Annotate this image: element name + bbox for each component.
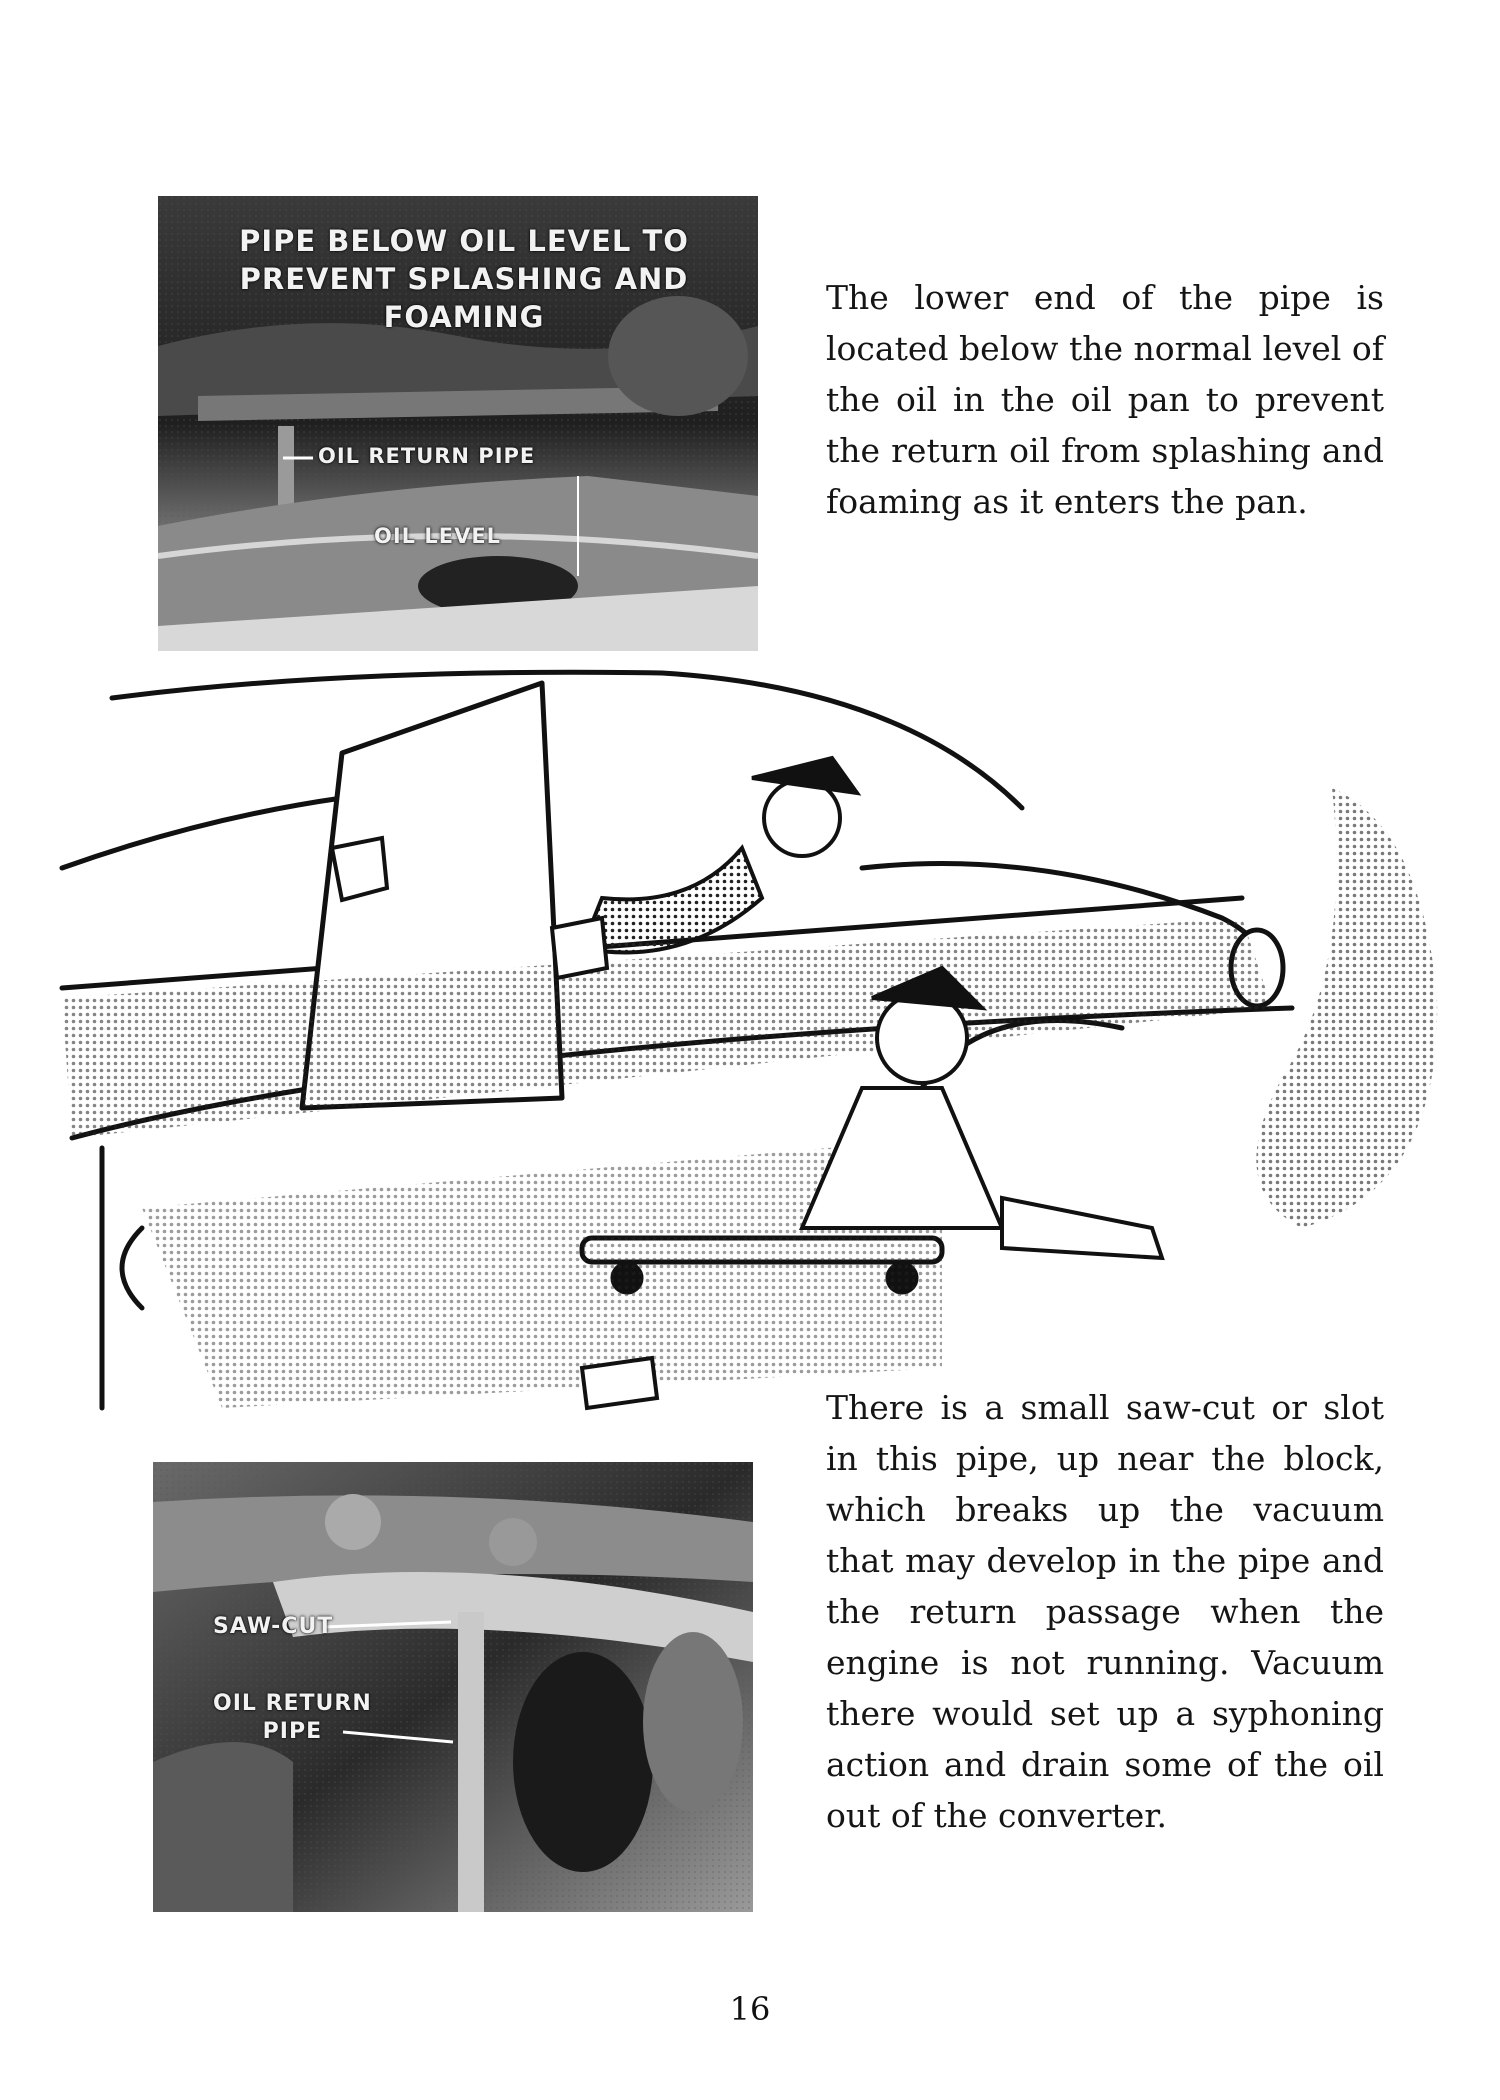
cartoon-mechanics-under-car (42, 668, 1462, 1428)
paragraph-saw-cut: There is a small saw-cut or slot in this pipe, up near the block, which breaks up the vacuum that may develop in the pipe and the return passage when the engine is not running. Vacuum there would set up a syphoning action and drain some of the oil out of the converter. (826, 1388, 1384, 1835)
photo-oil-return-pipe-below-oil-level (158, 196, 758, 651)
oil-level-label: OIL LEVEL (374, 524, 502, 548)
saw-cut-label: SAW-CUT (213, 1614, 334, 1639)
photo-artwork (153, 1462, 753, 1912)
oil-return-pipe-label: OIL RETURN PIPE (318, 444, 536, 468)
page-number: 16 (729, 1990, 771, 2028)
photo-saw-cut-in-return-pipe (153, 1462, 753, 1912)
paragraph-pipe-location: The lower end of the pipe is located below the normal level of the oil in the oil pan to prevent the return oil from splashing and foaming as it enters the pan. (826, 278, 1384, 521)
photo-heading: PIPE BELOW OIL LEVEL TO PREVENT SPLASHING AND FOAMING (239, 224, 689, 334)
oil-return-pipe-label: OIL RETURN PIPE (213, 1691, 372, 1744)
